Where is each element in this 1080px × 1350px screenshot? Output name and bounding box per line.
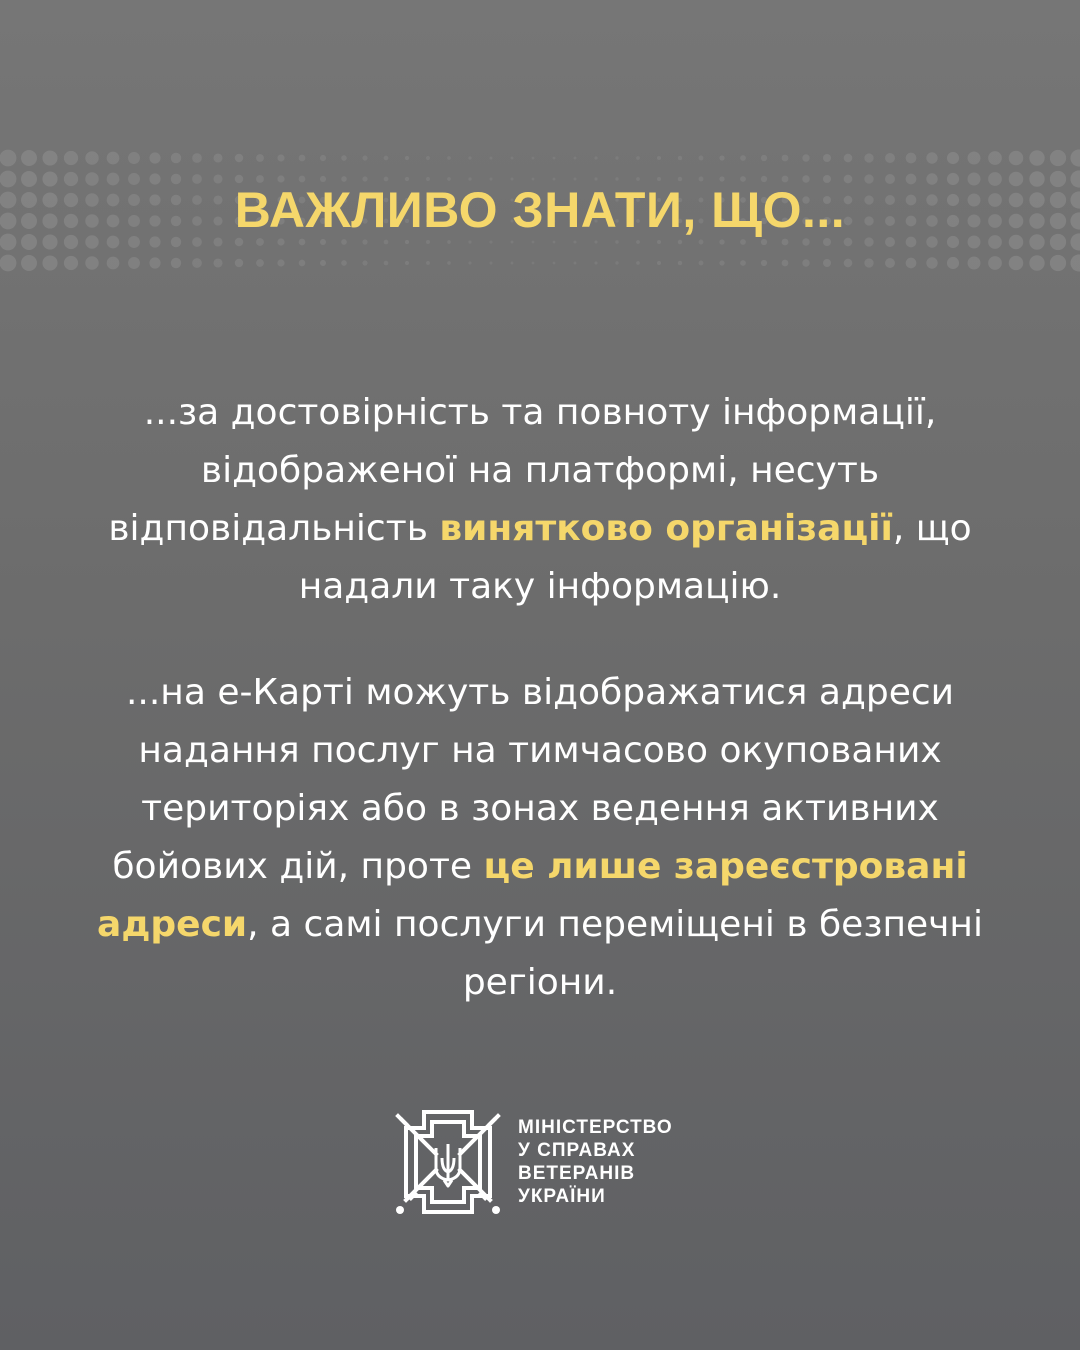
decor-dot: [64, 256, 78, 270]
decor-dot: [1009, 256, 1024, 271]
decor-dot: [362, 260, 367, 265]
decor-dot: [447, 261, 451, 265]
decor-dot: [926, 257, 937, 268]
decor-dot: [532, 157, 535, 160]
decor-dot: [0, 150, 16, 167]
ministry-name-line-3: ВЕТЕРАНІВ: [518, 1163, 636, 1184]
ministry-logo: [392, 1106, 702, 1218]
decor-dot: [761, 155, 767, 161]
decor-dot: [299, 260, 306, 267]
decor-dot: [1070, 254, 1080, 271]
decor-dot: [42, 255, 57, 270]
ministry-name-line-4: УКРАЇНИ: [518, 1186, 606, 1207]
decor-dot: [149, 257, 160, 268]
decor-dot: [802, 154, 809, 161]
decor-dot: [64, 151, 78, 165]
decor-dot: [844, 154, 853, 163]
decor-dot: [885, 153, 895, 163]
decor-dot: [468, 261, 471, 264]
decor-dot: [149, 152, 160, 163]
decor-dot: [553, 157, 556, 160]
decor-dot: [699, 261, 704, 266]
decor-dot: [926, 152, 937, 163]
decor-dot: [761, 260, 767, 266]
decor-dot: [657, 156, 661, 160]
decor-dot: [128, 152, 140, 164]
decor-dot: [21, 150, 37, 166]
decor-dot: [678, 156, 682, 160]
ministry-name-line-2: У СПРАВАХ: [518, 1140, 636, 1161]
decor-dot: [213, 258, 222, 267]
decor-dot: [213, 153, 222, 162]
decor-dot: [740, 260, 746, 266]
decor-dot: [968, 152, 981, 165]
decor-dot: [1029, 255, 1044, 270]
decor-dot: [235, 154, 243, 162]
decor-dot: [320, 260, 326, 266]
decor-dot: [988, 256, 1002, 270]
decor-dot: [320, 155, 326, 161]
decor-dot: [782, 260, 789, 267]
decor-dot: [447, 156, 451, 160]
decor-dot: [678, 261, 682, 265]
decor-dot: [21, 255, 37, 271]
paragraph-2-text: ...на е-Карті можуть відображатися адреси надання послуг на тимчасово окупованих територіях або в зонах ведення активних бойових дій, проте: [112, 672, 955, 887]
decor-dot: [128, 257, 140, 269]
decor-dot: [906, 258, 917, 269]
decor-dot: [864, 153, 873, 162]
ministry-emblem-icon: [392, 1106, 504, 1218]
decor-dot: [277, 259, 284, 266]
decor-dot: [85, 151, 98, 164]
paragraph-1-highlight: винятково організації: [439, 508, 893, 549]
decor-dot: [906, 153, 917, 164]
paragraph-1-text: ...за достовірність та повноту інформації, відображеної на платформі, несуть відповідальність: [108, 392, 937, 549]
decor-dot: [426, 156, 430, 160]
decor-dot: [594, 156, 597, 159]
decor-dot: [107, 257, 120, 270]
decor-dot: [426, 261, 430, 265]
decor-dot: [0, 255, 16, 272]
decor-dot: [719, 155, 724, 160]
decor-dot: [864, 258, 873, 267]
decor-dot: [1050, 150, 1066, 166]
decor-dot: [299, 155, 306, 162]
decor-dot: [1009, 151, 1024, 166]
decor-dot: [947, 257, 959, 269]
ministry-name: [518, 1116, 708, 1208]
decor-dot: [192, 258, 202, 268]
paragraph-1-tail: , що надали таку інформацію.: [298, 508, 972, 607]
decor-dot: [384, 156, 389, 161]
decor-dot: [553, 262, 556, 265]
decor-dot: [277, 154, 284, 161]
decor-dot: [511, 157, 514, 160]
paragraph-2-tail: , а самі послуги переміщені в безпечні регіони.: [247, 904, 983, 1003]
decor-dot: [489, 156, 492, 159]
decor-dot: [574, 157, 577, 160]
decor-dot: [657, 261, 661, 265]
decor-dot: [636, 261, 640, 265]
decor-dot: [1029, 150, 1044, 165]
decor-dot: [532, 262, 535, 265]
decor-dot: [636, 156, 640, 160]
decor-dot: [362, 155, 367, 160]
decor-dot: [968, 257, 981, 270]
decor-dot: [192, 153, 202, 163]
decor-dot: [171, 258, 181, 268]
decor-dot: [405, 261, 409, 265]
decor-dot: [947, 152, 959, 164]
ministry-name-line-1: МІНІСТЕРСТВО: [518, 1117, 673, 1138]
decor-dot: [574, 262, 577, 265]
decor-dot: [511, 262, 514, 265]
paragraph-2-highlight: це лише зареєстровані адреси: [97, 846, 968, 945]
decor-dot: [42, 150, 57, 165]
decor-dot: [699, 156, 704, 161]
decor-dot: [615, 156, 618, 159]
decor-dot: [719, 260, 724, 265]
decor-dot: [885, 258, 895, 268]
decor-dot: [844, 259, 853, 268]
decor-dot: [256, 154, 264, 162]
decor-dot: [1050, 255, 1066, 271]
decor-dot: [256, 259, 264, 267]
decor-dot: [988, 151, 1002, 165]
paragraph-emap: [80, 664, 1000, 1012]
decor-dot: [171, 153, 181, 163]
decor-dot: [594, 261, 597, 264]
decor-dot: [489, 261, 492, 264]
decor-dot: [85, 256, 98, 269]
decor-dot: [802, 259, 809, 266]
decor-dot: [235, 259, 243, 267]
decor-dot: [341, 260, 347, 266]
decor-dot: [107, 152, 120, 165]
decor-dot: [384, 261, 389, 266]
paragraph-responsibility: [80, 384, 1000, 616]
decor-dot: [823, 154, 831, 162]
decor-dot: [341, 155, 347, 161]
decor-dot: [615, 261, 618, 264]
decor-dot: [405, 156, 409, 160]
headline: ВАЖЛИВО ЗНАТИ, ЩО...: [234, 182, 846, 238]
decor-dot: [782, 155, 789, 162]
decor-dot: [740, 155, 746, 161]
decor-dot: [468, 156, 471, 159]
decor-dot: [1070, 149, 1080, 166]
decor-dot: [823, 259, 831, 267]
